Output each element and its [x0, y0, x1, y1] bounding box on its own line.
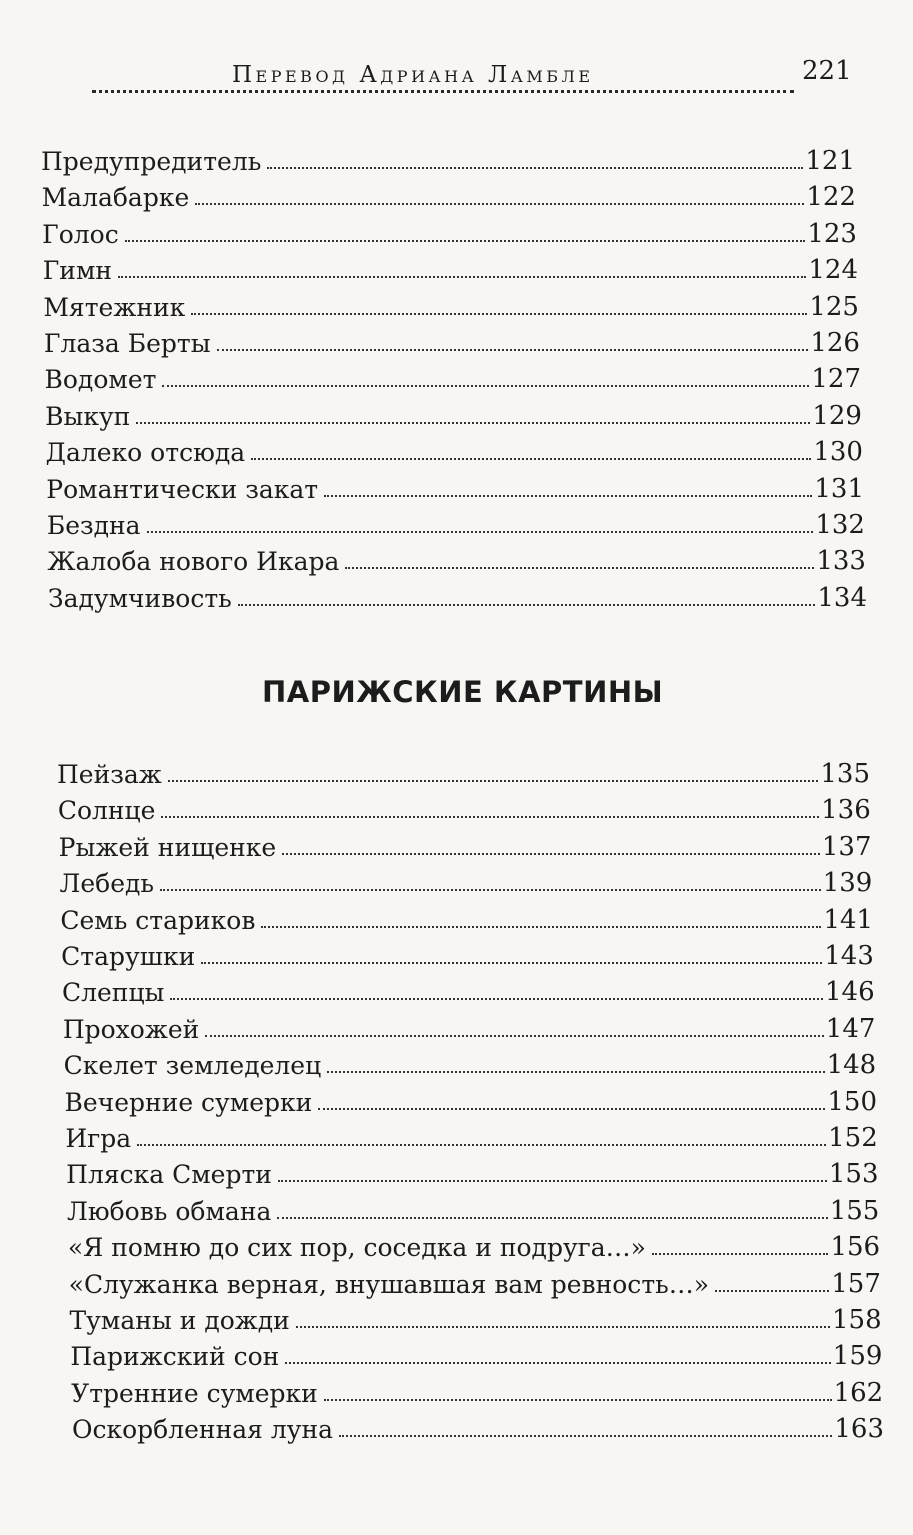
toc-entry — [43, 249, 858, 285]
toc-entry-page: 123 — [807, 218, 857, 249]
toc-entry-page: 162 — [833, 1377, 884, 1408]
toc-entry-page: 148 — [826, 1050, 877, 1081]
dot-leader — [195, 203, 804, 205]
toc-entry-page: 143 — [824, 941, 874, 971]
toc-entry — [70, 1299, 882, 1335]
dot-leader — [168, 780, 819, 782]
toc-entry-page: 137 — [821, 831, 872, 862]
dot-leader — [170, 998, 823, 1000]
toc-entry-title: Малабарке — [41, 183, 190, 213]
toc-entry-title: Бездна — [46, 511, 141, 540]
toc-entry-title: Рыжей нищенке — [58, 832, 277, 862]
dot-leader — [136, 422, 810, 424]
dot-leader — [282, 853, 820, 855]
dot-leader — [327, 1071, 824, 1073]
toc-entry — [42, 176, 856, 212]
toc-entry-title: Прохожей — [62, 1014, 200, 1044]
dot-leader — [137, 1144, 826, 1146]
toc-entry-page: 157 — [831, 1268, 881, 1299]
toc-entry-page: 152 — [828, 1123, 878, 1153]
toc-entry-page: 156 — [830, 1232, 881, 1263]
dot-leader — [217, 349, 809, 351]
toc-entry-page: 121 — [805, 146, 855, 176]
dot-leader — [278, 1180, 827, 1182]
toc-entry-title: Романтически закат — [46, 474, 319, 504]
toc-entry — [45, 358, 862, 394]
toc-entry-title: Гимн — [42, 256, 113, 286]
toc-entry-title: Пляска Смерти — [66, 1160, 272, 1190]
toc-entry — [42, 213, 857, 249]
toc-entry-title: Скелет земледелец — [63, 1051, 322, 1081]
toc-entry-title: Голос — [42, 219, 119, 249]
toc-entry — [59, 826, 872, 862]
toc-entry-page: 129 — [812, 400, 862, 431]
toc-entry-page: 122 — [806, 182, 856, 213]
dot-leader — [715, 1290, 829, 1292]
toc-entry — [71, 1372, 883, 1408]
header-dotted-rule — [92, 90, 794, 93]
page-header — [0, 52, 913, 92]
toc-entry — [64, 1044, 877, 1080]
toc-entry-page: 158 — [832, 1305, 882, 1335]
toc-entry — [65, 1117, 877, 1153]
toc-entry — [67, 1190, 879, 1226]
toc-entry-title: Далеко отсюда — [45, 438, 246, 468]
toc-entry — [48, 577, 867, 613]
toc-entry-title: Парижский сон — [70, 1342, 280, 1372]
toc-entry-page: 155 — [829, 1195, 880, 1226]
toc-entry-title: Туманы и дожди — [69, 1306, 290, 1335]
dot-leader — [345, 567, 814, 569]
dot-leader — [191, 313, 807, 315]
toc-entry-title: Любовь обмана — [67, 1196, 272, 1226]
toc-entry — [46, 431, 863, 467]
dot-leader — [251, 458, 811, 460]
dot-leader — [324, 1399, 832, 1401]
dot-leader — [652, 1253, 829, 1255]
toc-entry-title: Семь стариков — [60, 905, 256, 935]
toc-entry-title: Мятежник — [43, 292, 186, 322]
toc-entry — [47, 540, 866, 576]
toc-entry-title: Утренние сумерки — [71, 1378, 318, 1408]
toc-entry-title: Старушки — [61, 942, 196, 971]
toc-entry — [60, 899, 873, 935]
dot-leader — [125, 240, 806, 242]
toc-entry — [41, 140, 855, 176]
toc-entry — [61, 935, 874, 971]
toc-entry-title: Пейзаж — [57, 760, 162, 789]
toc-entry-title: Водомет — [44, 365, 157, 395]
toc-entry — [69, 1263, 881, 1299]
toc-entry-title: Глаза Берты — [43, 329, 211, 358]
toc-entry-page: 141 — [823, 904, 874, 935]
toc-entry-page: 130 — [813, 437, 863, 468]
toc-entry-page: 126 — [810, 328, 860, 358]
toc-entry-page: 147 — [825, 1013, 876, 1044]
dot-leader — [118, 276, 806, 278]
toc-entry-title: Жалоба нового Икара — [47, 547, 340, 577]
toc-entry — [58, 789, 871, 825]
toc-entry-title: Лебедь — [59, 869, 155, 899]
toc-entry-title: «Я помню до сих пор, соседка и подруга…» — [67, 1233, 646, 1263]
toc-entry-page: 132 — [815, 510, 865, 540]
toc-entry-page: 139 — [822, 868, 873, 899]
toc-entry-title: Игра — [65, 1124, 132, 1153]
dot-leader — [238, 604, 816, 606]
toc-entry — [44, 322, 860, 358]
toc-entry-title: Вечерние сумерки — [64, 1087, 313, 1117]
toc-entry — [43, 286, 859, 322]
dot-leader — [318, 1108, 825, 1110]
toc-entry-page: 136 — [821, 795, 871, 826]
toc-entry-title: «Служанка верная, внушавшая вам ревность…» — [68, 1269, 710, 1299]
toc-entry-page: 153 — [828, 1159, 879, 1190]
toc-entry — [46, 468, 864, 504]
dot-leader — [147, 531, 814, 533]
dot-leader — [324, 495, 812, 497]
section-heading: ПАРИЖСКИЕ КАРТИНЫ — [262, 675, 664, 709]
toc-entry-page: 146 — [825, 977, 875, 1008]
toc-entry — [65, 1081, 878, 1117]
dot-leader — [205, 1035, 824, 1037]
toc-entry-title: Задумчивость — [48, 583, 232, 613]
toc-entry-page: 163 — [834, 1414, 884, 1445]
dot-leader — [267, 167, 803, 169]
toc-entry — [45, 395, 862, 431]
dot-leader — [339, 1435, 832, 1437]
toc-entry-title: Предупредитель — [41, 147, 262, 176]
toc-entry — [60, 862, 873, 898]
dot-leader — [201, 962, 822, 964]
toc-entry-page: 133 — [816, 546, 866, 577]
toc-entry — [68, 1226, 880, 1262]
toc-entry — [63, 1008, 876, 1044]
toc-entry — [66, 1153, 878, 1189]
toc-entry-page: 159 — [832, 1341, 883, 1372]
toc-entry-title: Слепцы — [62, 978, 165, 1008]
toc-entry — [70, 1335, 882, 1371]
toc-entry-page: 134 — [817, 582, 867, 613]
toc-entry — [57, 753, 870, 789]
toc-entry-page: 127 — [811, 364, 861, 395]
dot-leader — [285, 1362, 830, 1364]
toc-entry-title: Оскорбленная луна — [72, 1415, 334, 1445]
dot-leader — [277, 1217, 827, 1219]
toc-entry-page: 150 — [827, 1086, 877, 1117]
dot-leader — [162, 385, 809, 387]
dot-leader — [296, 1326, 830, 1328]
toc-entry — [72, 1408, 884, 1444]
toc-entry-title: Солнце — [57, 796, 156, 826]
dot-leader — [261, 926, 821, 928]
dot-leader — [161, 816, 819, 818]
running-title: Перевод Адриана Ламбле — [232, 62, 594, 88]
toc-entry — [62, 971, 875, 1007]
toc-entry-page: 135 — [820, 759, 870, 789]
toc-entry — [47, 504, 865, 540]
dot-leader — [160, 889, 821, 891]
toc-entry-title: Выкуп — [45, 401, 131, 431]
page-number: 221 — [802, 56, 852, 86]
toc-entry-page: 131 — [814, 473, 864, 504]
toc-entry-page: 125 — [809, 291, 859, 322]
toc-entry-page: 124 — [808, 255, 858, 286]
